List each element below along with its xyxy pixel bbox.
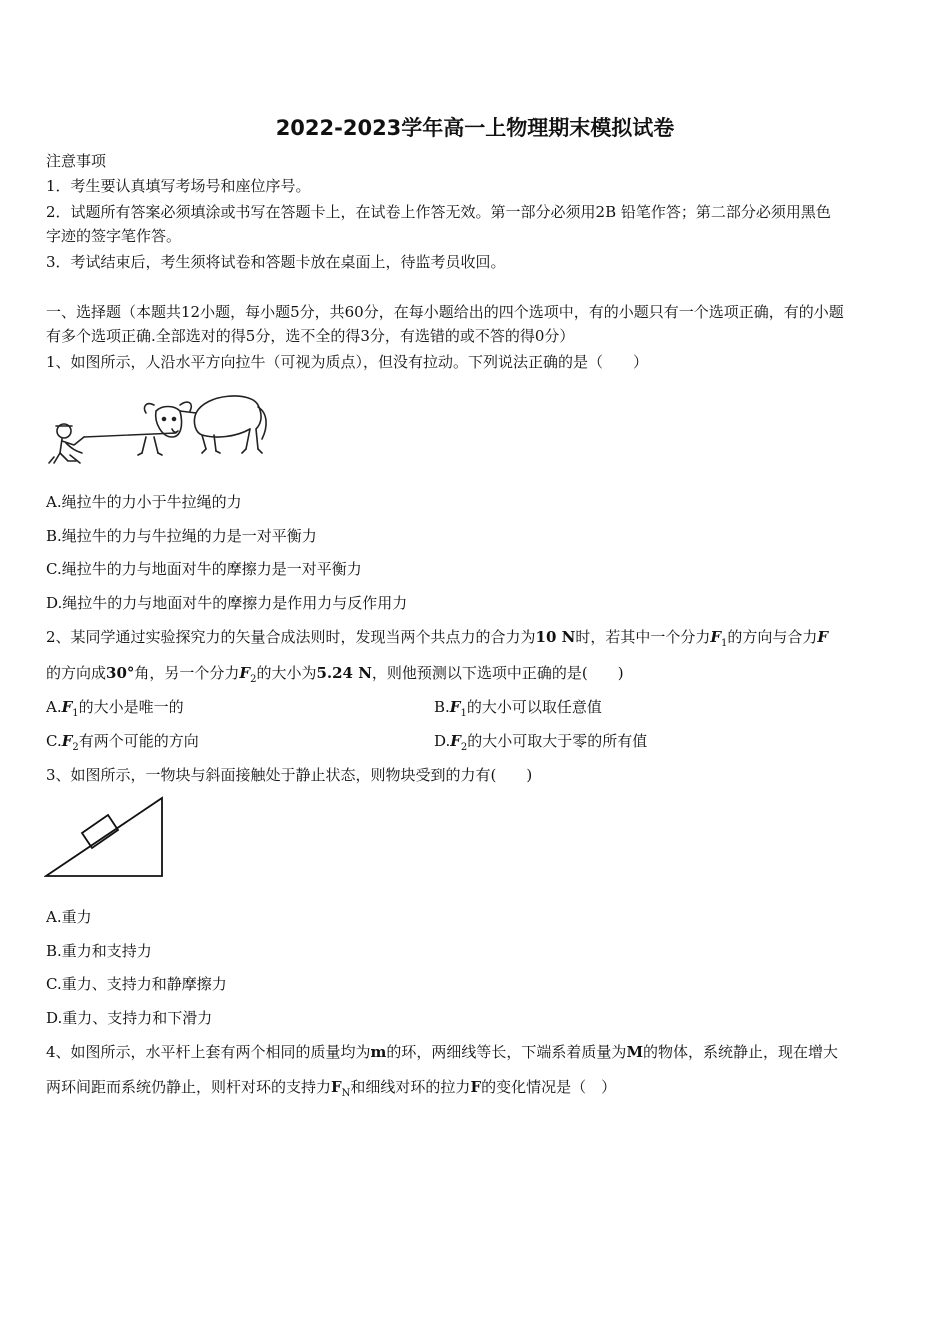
notice-item: 2．试题所有答案必须填涂或书写在答题卡上，在试卷上作答无效。第一部分必须用2B 铅笔作答；第二部分必须用黑色 [46, 203, 831, 221]
question-3-stem: 3、如图所示，一物块与斜面接触处于静止状态，则物块受到的力有( ) [46, 766, 533, 784]
page-title: 2022-2023学年高一上物理期末模拟试卷 [275, 116, 675, 140]
notice-item: 3．考试结束后，考生须将试卷和答题卡放在桌面上，待监考员收回。 [46, 253, 506, 271]
section-heading: 有多个选项正确.全部选对的得5分，选不全的得3分，有选错的或不答的得0分） [46, 327, 575, 345]
figure-block-on-incline [44, 796, 166, 880]
section-heading: 一、选择题（本题共12小题，每小题5分，共60分，在每小题给出的四个选项中，有的小题只有一个选项正确，有的小题 [46, 303, 844, 321]
q1-option-b: B.绳拉牛的力与牛拉绳的力是一对平衡力 [46, 527, 317, 545]
rope [84, 433, 176, 437]
q1-option-c: C.绳拉牛的力与地面对牛的摩擦力是一对平衡力 [46, 560, 362, 578]
question-4-stem-line1: 4、如图所示，水平杆上套有两个相同的质量均为m的环，两细线等长，下端系着质量为M的物体，系统静止，现在增大 [46, 1043, 839, 1061]
notice-item: 字迹的签字笔作答。 [46, 227, 182, 245]
question-4-stem-line2: 两环间距而系统仍静止，则杆对环的支持力$F_N$和细线对环的拉力F的变化情况是（ ） [46, 1078, 617, 1099]
q3-option-b: B.重力和支持力 [46, 942, 152, 960]
figure-person-pulling-cow [46, 383, 271, 473]
question-1-stem: 1、如图所示，人沿水平方向拉牛（可视为质点），但没有拉动。下列说法正确的是（ ） [46, 353, 649, 371]
q2-option-c: $C.F_2$有两个可能的方向 [46, 732, 199, 753]
q3-option-c: C.重力、支持力和静摩擦力 [46, 975, 227, 993]
q2-option-a: $A.F_1$的大小是唯一的 [46, 698, 184, 719]
q2-option-d: $D.F_2$的大小可取大于零的所有值 [434, 732, 648, 753]
notice-heading: 注意事项 [46, 152, 107, 170]
incline [46, 798, 162, 876]
notice-item: 1．考生要认真填写考场号和座位序号。 [46, 177, 311, 195]
question-2-stem-line1: 2、某同学通过实验探究力的矢量合成法则时，发现当两个共点力的合力为10 N时，若其中一个分力$F_1$的方向与合力F [46, 628, 829, 649]
q2-option-b: $B.F_1$的大小可以取任意值 [434, 698, 602, 719]
q1-option-a: A.绳拉牛的力小于牛拉绳的力 [46, 493, 242, 511]
q3-option-d: D.重力、支持力和下滑力 [46, 1009, 213, 1027]
q3-option-a: A.重力 [46, 908, 92, 926]
q1-option-d: D.绳拉牛的力与地面对牛的摩擦力是作用力与反作用力 [46, 594, 408, 612]
question-2-stem-line2: 的方向成30°角，另一个分力$F_2$的大小为5.24 N，则他预测以下选项中正确的是( ) [46, 664, 624, 685]
